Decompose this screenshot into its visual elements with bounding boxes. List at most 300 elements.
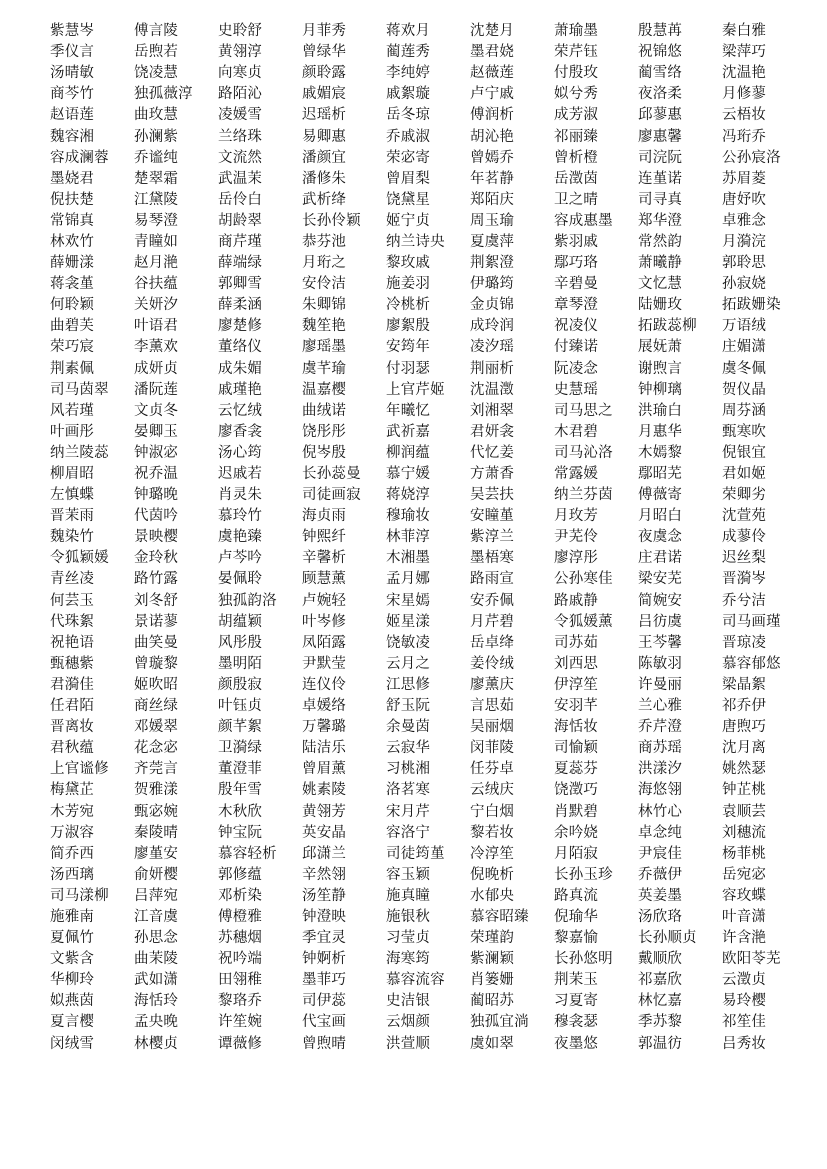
name-cell: 祝凌仪	[554, 318, 599, 335]
name-row	[50, 190, 810, 211]
name-cell: 虞如翠	[470, 1035, 515, 1052]
name-cell: 令狐媛薰	[554, 613, 613, 630]
name-cell: 荆素佩	[50, 360, 95, 377]
name-cell: 孙澜紫	[134, 128, 179, 145]
name-cell: 冷淳笙	[470, 845, 515, 862]
name-cell: 季仪言	[50, 44, 95, 61]
name-cell: 谭薇修	[218, 1035, 263, 1052]
name-cell: 魏笙艳	[302, 318, 347, 335]
name-cell: 君秋蕴	[50, 740, 95, 757]
name-cell: 曾眉薰	[302, 761, 347, 778]
name-cell: 姬吹昭	[134, 676, 179, 693]
name-cell: 成玲润	[470, 318, 515, 335]
name-cell: 墨君娆	[470, 44, 515, 61]
name-cell: 戚瑾艳	[218, 381, 263, 398]
name-cell: 姚素陵	[302, 782, 347, 799]
name-cell: 付羽瑟	[386, 360, 431, 377]
name-cell: 任君陌	[50, 698, 95, 715]
name-cell: 季宜灵	[302, 930, 347, 947]
name-cell: 赵薇莲	[470, 65, 515, 82]
name-cell: 夏佩竹	[50, 930, 95, 947]
name-cell: 饶彤彤	[302, 423, 347, 440]
name-cell: 柳眉昭	[50, 466, 95, 483]
name-cell: 刘湘翠	[470, 402, 515, 419]
name-cell: 左慎蝶	[50, 487, 95, 504]
name-cell: 辛碧曼	[554, 276, 599, 293]
name-cell: 晋琼凌	[722, 634, 767, 651]
name-cell: 孙思念	[134, 930, 179, 947]
name-cell: 袁顺芸	[722, 803, 767, 820]
name-cell: 谢煦言	[638, 360, 683, 377]
name-cell: 贺仪晶	[722, 381, 767, 398]
name-cell: 江黛陵	[134, 191, 179, 208]
name-cell: 甄宓婉	[134, 803, 179, 820]
name-row	[50, 316, 810, 337]
name-cell: 田翎稚	[218, 972, 263, 989]
name-cell: 英姜墨	[638, 887, 683, 904]
name-cell: 晋漪岑	[722, 571, 767, 588]
name-cell: 容玉颖	[386, 866, 431, 883]
name-cell: 吕萍宛	[134, 887, 179, 904]
name-cell: 长孙悠明	[554, 951, 613, 968]
name-cell: 文流然	[218, 149, 263, 166]
name-cell: 紫羽戚	[554, 233, 599, 250]
name-cell: 苏眉菱	[722, 170, 767, 187]
name-cell: 许曼丽	[638, 676, 683, 693]
name-cell: 曾绿华	[302, 44, 347, 61]
name-cell: 曾璇黎	[134, 655, 179, 672]
name-cell: 颜殷寂	[218, 676, 263, 693]
name-cell: 拓跋蕊柳	[638, 318, 697, 335]
name-cell: 周芬涵	[722, 402, 767, 419]
name-cell: 路雨宣	[470, 571, 515, 588]
name-cell: 甄穗紫	[50, 655, 95, 672]
name-cell: 董澄菲	[218, 761, 263, 778]
name-cell: 独孤韵洛	[218, 592, 277, 609]
name-cell: 司马思之	[554, 402, 613, 419]
name-cell: 司马沁洛	[554, 444, 613, 461]
name-cell: 倪扶楚	[50, 191, 95, 208]
name-cell: 赵语莲	[50, 107, 95, 124]
name-cell: 夜墨悠	[554, 1035, 599, 1052]
name-row	[50, 337, 810, 358]
name-cell: 卢宁戚	[470, 86, 515, 103]
name-cell: 长孙玉珍	[554, 866, 613, 883]
name-cell: 傅橙雅	[218, 908, 263, 925]
name-cell: 史慧瑶	[554, 381, 599, 398]
name-cell: 万语绒	[722, 318, 767, 335]
name-cell: 祝乔温	[134, 466, 179, 483]
name-cell: 习莹贞	[386, 930, 431, 947]
name-cell: 司马茵翠	[50, 381, 109, 398]
name-cell: 魏容湘	[50, 128, 95, 145]
name-row	[50, 886, 810, 907]
name-cell: 林菲淳	[386, 529, 431, 546]
name-cell: 木湘墨	[386, 550, 431, 567]
name-cell: 刘西思	[554, 655, 599, 672]
name-cell: 荣巧宸	[50, 339, 95, 356]
name-row	[50, 738, 810, 759]
name-cell: 薛端绿	[218, 255, 263, 272]
name-row	[50, 253, 810, 274]
name-cell: 慕容流容	[386, 972, 445, 989]
name-cell: 黄翎芳	[302, 803, 347, 820]
name-cell: 秦陵晴	[134, 824, 179, 841]
name-cell: 简乔西	[50, 845, 95, 862]
name-cell: 乔戚淑	[386, 128, 431, 145]
name-cell: 司伊蕊	[302, 993, 347, 1010]
name-cell: 紫澜颖	[470, 951, 515, 968]
name-cell: 容成惠墨	[554, 212, 613, 229]
name-row	[50, 949, 810, 970]
name-cell: 慕容郁悠	[722, 655, 781, 672]
name-cell: 肖默碧	[554, 803, 599, 820]
name-cell: 廖香衾	[218, 423, 263, 440]
name-cell: 辛然翎	[302, 866, 347, 883]
name-cell: 月陌寂	[554, 845, 599, 862]
name-cell: 曲玫慧	[134, 107, 179, 124]
name-cell: 钟柳璃	[638, 381, 683, 398]
name-cell: 晏佩聆	[218, 571, 263, 588]
name-cell: 冷桃析	[386, 297, 431, 314]
name-cell: 钟婀析	[302, 951, 347, 968]
name-cell: 司徒画寂	[302, 487, 361, 504]
name-cell: 萧瑜墨	[554, 23, 599, 40]
name-cell: 月玫芳	[554, 508, 599, 525]
name-cell: 洪瑜白	[638, 402, 683, 419]
name-cell: 景映樱	[134, 529, 179, 546]
name-row	[50, 21, 810, 42]
name-cell: 司浣阮	[638, 149, 683, 166]
name-cell: 蔺莲秀	[386, 44, 431, 61]
name-cell: 水郁央	[470, 887, 515, 904]
name-cell: 海恬玲	[134, 993, 179, 1010]
name-cell: 荣宓寄	[386, 149, 431, 166]
name-cell: 姚然瑟	[722, 761, 767, 778]
name-cell: 年茗静	[470, 170, 515, 187]
name-cell: 迟瑶析	[302, 107, 347, 124]
name-cell: 安乔佩	[470, 592, 515, 609]
name-cell: 庄媚潇	[722, 339, 767, 356]
name-cell: 江音虞	[134, 908, 179, 925]
name-cell: 殷慧苒	[638, 23, 683, 40]
name-cell: 蒋娆淳	[386, 487, 431, 504]
name-cell: 朱卿锦	[302, 297, 347, 314]
name-cell: 晋茉雨	[50, 508, 95, 525]
name-cell: 姬星漾	[386, 613, 431, 630]
name-cell: 曾煦晴	[302, 1035, 347, 1052]
name-row	[50, 548, 810, 569]
name-row	[50, 1034, 810, 1055]
name-cell: 余吟娆	[554, 824, 599, 841]
name-cell: 安瞳堇	[470, 508, 515, 525]
name-row	[50, 823, 810, 844]
name-cell: 许含滟	[722, 930, 767, 947]
name-cell: 武祈嘉	[386, 423, 431, 440]
name-cell: 兰心雅	[638, 698, 683, 715]
name-cell: 潘阮莲	[134, 381, 179, 398]
name-cell: 梁萍巧	[722, 44, 767, 61]
name-cell: 叶岑修	[302, 613, 347, 630]
name-cell: 宋月芹	[386, 803, 431, 820]
name-cell: 景诺蓼	[134, 613, 179, 630]
name-cell: 上官芹姬	[386, 381, 445, 398]
name-cell: 祁丽臻	[554, 128, 599, 145]
name-cell: 简婉安	[638, 592, 683, 609]
name-row	[50, 865, 810, 886]
name-cell: 曾嫣乔	[470, 149, 515, 166]
name-cell: 司马画瑾	[722, 613, 781, 630]
name-cell: 墨明陌	[218, 655, 263, 672]
name-cell: 柳润蕴	[386, 444, 431, 461]
name-cell: 萧曦静	[638, 255, 683, 272]
name-cell: 戚媚宸	[302, 86, 347, 103]
name-cell: 吴芸扶	[470, 487, 515, 504]
name-cell: 路戚静	[554, 592, 599, 609]
name-cell: 舒玉阮	[386, 698, 431, 715]
name-cell: 成朱媚	[218, 360, 263, 377]
name-grid	[50, 21, 810, 1055]
name-cell: 江思修	[386, 676, 431, 693]
name-cell: 胡龄翠	[218, 212, 263, 229]
name-row	[50, 633, 810, 654]
name-cell: 饶澂巧	[554, 782, 599, 799]
name-cell: 梅黛芷	[50, 782, 95, 799]
name-cell: 乔芹澄	[638, 719, 683, 736]
name-cell: 廖瑶墨	[302, 339, 347, 356]
name-cell: 秦白雅	[722, 23, 767, 40]
name-cell: 曲笑曼	[134, 634, 179, 651]
name-cell: 司苏茹	[554, 634, 599, 651]
name-cell: 闵菲陵	[470, 740, 515, 757]
name-cell: 傅言陵	[134, 23, 179, 40]
name-cell: 倪瑜华	[554, 908, 599, 925]
name-cell: 何芸玉	[50, 592, 95, 609]
name-cell: 陆姗玫	[638, 297, 683, 314]
name-cell: 木秋欣	[218, 803, 263, 820]
name-cell: 岳冬琼	[386, 107, 431, 124]
name-cell: 薛柔涵	[218, 297, 263, 314]
name-cell: 黎珞乔	[218, 993, 263, 1010]
name-cell: 荣芹钰	[554, 44, 599, 61]
name-cell: 俞妍樱	[134, 866, 179, 883]
name-row	[50, 42, 810, 63]
name-cell: 关妍汐	[134, 297, 179, 314]
name-cell: 汤笙静	[302, 887, 347, 904]
name-cell: 洪萱顺	[386, 1035, 431, 1052]
name-cell: 黄翎淳	[218, 44, 263, 61]
name-cell: 君如姬	[722, 466, 767, 483]
name-cell: 习桃湘	[386, 761, 431, 778]
name-row	[50, 844, 810, 865]
name-cell: 沈月离	[722, 740, 767, 757]
name-cell: 易琴澄	[134, 212, 179, 229]
name-cell: 廖薰庆	[470, 676, 515, 693]
name-cell: 闵绒雪	[50, 1035, 95, 1052]
name-cell: 成蓼伶	[722, 529, 767, 546]
name-cell: 廖惠馨	[638, 128, 683, 145]
name-cell: 王芩馨	[638, 634, 683, 651]
name-cell: 傅润析	[470, 107, 515, 124]
name-cell: 连仪伶	[302, 676, 347, 693]
name-cell: 顾慧薰	[302, 571, 347, 588]
name-cell: 易卿惠	[302, 128, 347, 145]
name-row	[50, 907, 810, 928]
name-cell: 廖楚修	[218, 318, 263, 335]
name-cell: 祝锦悠	[638, 44, 683, 61]
name-cell: 君漪佳	[50, 676, 95, 693]
name-row	[50, 612, 810, 633]
name-row	[50, 422, 810, 443]
name-cell: 代忆姜	[470, 444, 515, 461]
name-cell: 尹芜伶	[554, 529, 599, 546]
name-cell: 杨菲桃	[722, 845, 767, 862]
name-row	[50, 780, 810, 801]
name-cell: 祝吟端	[218, 951, 263, 968]
name-cell: 温嘉樱	[302, 381, 347, 398]
name-cell: 公孙寒佳	[554, 571, 613, 588]
name-cell: 安伶洁	[302, 276, 347, 293]
name-cell: 文贞冬	[134, 402, 179, 419]
name-cell: 汤欣珞	[638, 908, 683, 925]
name-cell: 邓媛翠	[134, 719, 179, 736]
name-row	[50, 359, 810, 380]
name-cell: 郭聆思	[722, 255, 767, 272]
name-cell: 木嫣黎	[638, 444, 683, 461]
name-cell: 凌媛雪	[218, 107, 263, 124]
name-cell: 安羽芊	[554, 698, 599, 715]
name-cell: 胡蕴颖	[218, 613, 263, 630]
name-cell: 郭修蕴	[218, 866, 263, 883]
name-cell: 慕容轻析	[218, 845, 277, 862]
name-cell: 任芬卓	[470, 761, 515, 778]
name-row	[50, 126, 810, 147]
name-cell: 代茵吟	[134, 508, 179, 525]
name-cell: 谷扶蕴	[134, 276, 179, 293]
name-cell: 海寒筠	[386, 951, 431, 968]
name-cell: 容玫蝶	[722, 887, 767, 904]
name-cell: 习夏寄	[554, 993, 599, 1010]
name-cell: 金玲秋	[134, 550, 179, 567]
name-cell: 肖灵朱	[218, 487, 263, 504]
name-cell: 拓跋姗染	[722, 297, 781, 314]
name-cell: 周玉瑜	[470, 212, 515, 229]
name-cell: 云澂贞	[722, 972, 767, 989]
name-cell: 风彤殷	[218, 634, 263, 651]
name-cell: 司寻真	[638, 191, 683, 208]
name-cell: 长孙顺贞	[638, 930, 697, 947]
name-cell: 鄢昭芜	[638, 466, 683, 483]
name-cell: 沈楚月	[470, 23, 515, 40]
name-row	[50, 485, 810, 506]
name-cell: 司愉颖	[554, 740, 599, 757]
name-cell: 卫漪绿	[218, 740, 263, 757]
name-cell: 章琴澄	[554, 297, 599, 314]
name-cell: 祁乔伊	[722, 698, 767, 715]
name-cell: 沈温澂	[470, 381, 515, 398]
name-cell: 伊璐筠	[470, 276, 515, 293]
name-cell: 司徒筠堇	[386, 845, 445, 862]
name-cell: 月漪浣	[722, 233, 767, 250]
name-row	[50, 675, 810, 696]
name-cell: 青丝凌	[50, 571, 95, 588]
name-cell: 夏言樱	[50, 1014, 95, 1031]
name-cell: 史聆舒	[218, 23, 263, 40]
name-cell: 岳卓绛	[470, 634, 515, 651]
name-cell: 虞芊瑜	[302, 360, 347, 377]
name-cell: 夜虞念	[638, 529, 683, 546]
name-cell: 何聆颖	[50, 297, 95, 314]
name-cell: 尹宸佳	[638, 845, 683, 862]
name-cell: 倪银宜	[722, 444, 767, 461]
name-cell: 商苏瑶	[638, 740, 683, 757]
name-cell: 司马漾柳	[50, 887, 109, 904]
name-cell: 曾析橙	[554, 149, 599, 166]
name-cell: 紫慧岑	[50, 23, 95, 40]
name-cell: 文紫含	[50, 951, 95, 968]
name-cell: 兰络珠	[218, 128, 263, 145]
name-cell: 君妍衾	[470, 423, 515, 440]
name-cell: 季苏黎	[638, 1014, 683, 1031]
name-cell: 晋离妆	[50, 719, 95, 736]
name-cell: 云忆绒	[218, 402, 263, 419]
name-row	[50, 970, 810, 991]
name-cell: 云烟颜	[386, 1014, 431, 1031]
name-cell: 余曼茵	[386, 719, 431, 736]
name-cell: 曲碧芙	[50, 318, 95, 335]
name-cell: 沈温艳	[722, 65, 767, 82]
name-cell: 林欢竹	[50, 233, 95, 250]
name-cell: 令狐颖媛	[50, 550, 109, 567]
name-cell: 金贞锦	[470, 297, 515, 314]
name-cell: 叶画彤	[50, 423, 95, 440]
name-cell: 卫之晴	[554, 191, 599, 208]
name-cell: 木君碧	[554, 423, 599, 440]
name-cell: 刘冬舒	[134, 592, 179, 609]
name-cell: 孙寂娆	[722, 276, 767, 293]
name-cell: 黎嘉愉	[554, 930, 599, 947]
name-cell: 凤陌露	[302, 634, 347, 651]
name-cell: 阮凌念	[554, 360, 599, 377]
name-cell: 戴顺欣	[638, 951, 683, 968]
name-cell: 常然韵	[638, 233, 683, 250]
name-cell: 慕宁媛	[386, 466, 431, 483]
name-cell: 付殷玫	[554, 65, 599, 82]
name-cell: 祁笙佳	[722, 1014, 767, 1031]
name-cell: 文忆慧	[638, 276, 683, 293]
name-row	[50, 295, 810, 316]
name-cell: 施雅南	[50, 908, 95, 925]
name-cell: 蔺昭苏	[470, 993, 515, 1010]
name-cell: 月菲秀	[302, 23, 347, 40]
name-cell: 林忆嘉	[638, 993, 683, 1010]
name-cell: 青瞳如	[134, 233, 179, 250]
name-cell: 慕玲竹	[218, 508, 263, 525]
name-cell: 饶敏凌	[386, 634, 431, 651]
name-cell: 荣瑾韵	[470, 930, 515, 947]
name-cell: 吴丽烟	[470, 719, 515, 736]
name-cell: 蒋欢月	[386, 23, 431, 40]
name-cell: 汤晴敏	[50, 65, 95, 82]
name-row	[50, 63, 810, 84]
name-cell: 常锦真	[50, 212, 95, 229]
name-cell: 纳兰芬茵	[554, 487, 613, 504]
name-cell: 汤西璃	[50, 866, 95, 883]
name-cell: 荆絮澄	[470, 255, 515, 272]
name-cell: 辛馨析	[302, 550, 347, 567]
name-row	[50, 717, 810, 738]
name-cell: 孟月娜	[386, 571, 431, 588]
